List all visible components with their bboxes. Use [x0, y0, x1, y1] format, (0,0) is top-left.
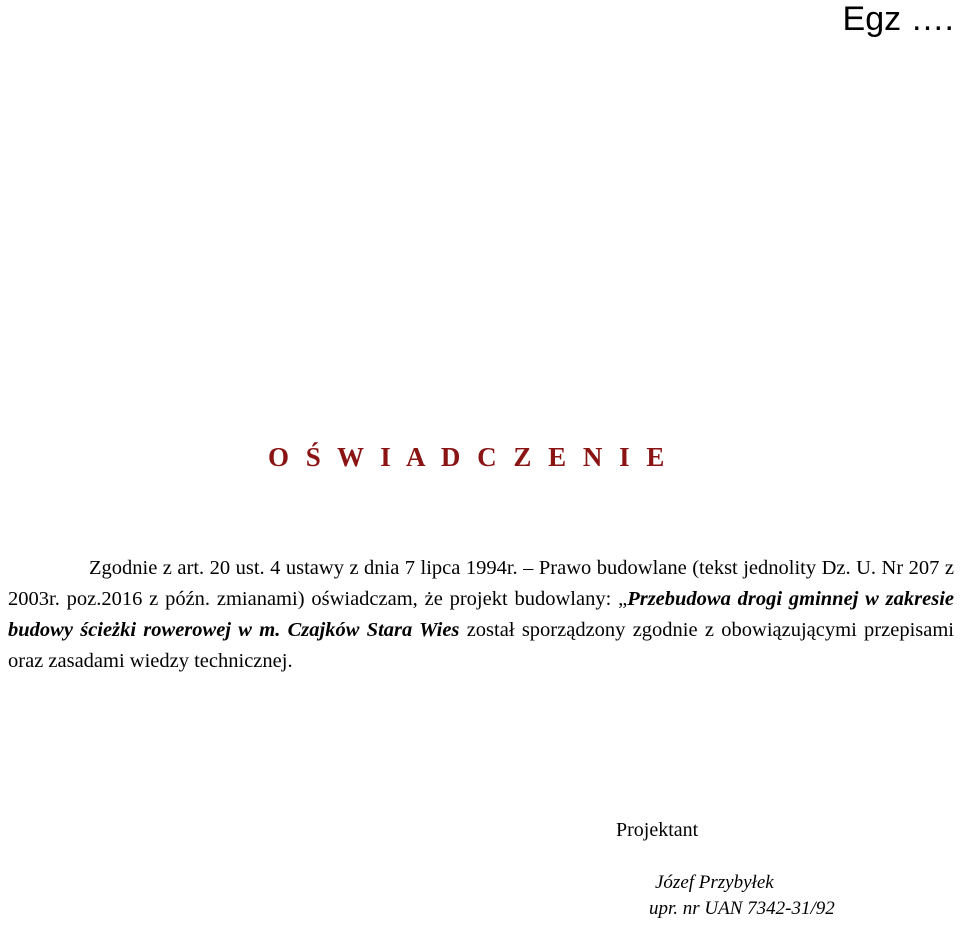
copy-label: Egz …. — [842, 0, 954, 38]
signature-role-label: Projektant — [616, 819, 699, 841]
signature-name: Józef Przybyłek — [655, 872, 774, 893]
statement-paragraph — [8, 553, 954, 677]
statement-outro: został sporządzony zgodnie z obowiązującymi przepisami oraz zasadami wiedzy technicznej. — [8, 619, 954, 672]
signature-license: upr. nr UAN 7342-31/92 — [649, 898, 835, 919]
project-name: Przebudowa drogi gminnej w zakresie budowy ścieżki rowerowej w m. Czajków Stara Wies — [8, 588, 954, 641]
document-title: O Ś W I A D C Z E N I E — [268, 442, 670, 472]
statement-intro: Zgodnie z art. 20 ust. 4 ustawy z dnia 7 lipca 1994r. – Prawo budowlane (tekst jednolity Dz. U. Nr 207 z 2003r. poz.2016 z późn. zmianami) oświadczam, że projekt budowlany: „ — [8, 557, 954, 610]
